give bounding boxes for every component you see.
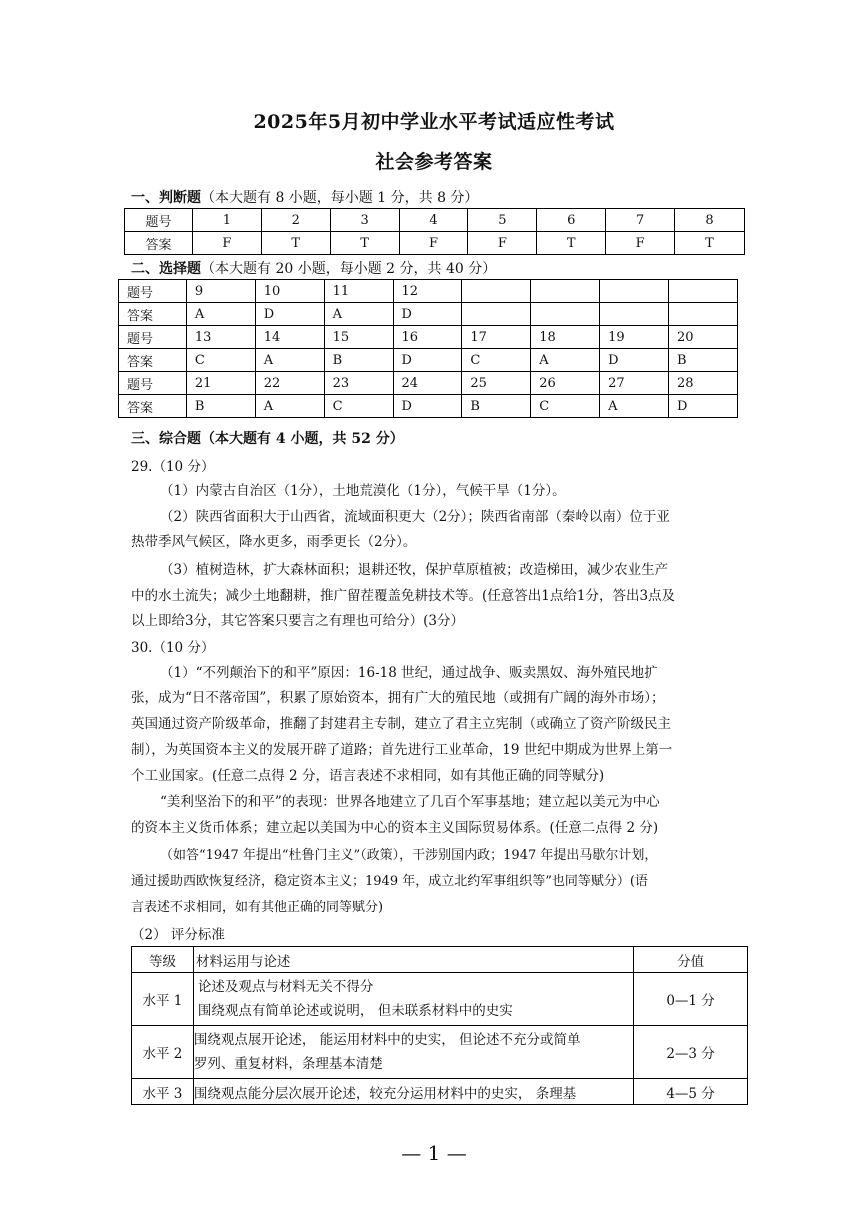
table-cell: D xyxy=(393,349,462,372)
table-cell: 21 xyxy=(186,372,255,395)
row-label: 题号 xyxy=(125,209,193,232)
q30-part1-line4: 制），为英国资本主义的发展开辟了道路；首先进行工业革命，19 世纪中期成为世界上第一 xyxy=(131,742,673,758)
table-cell: D xyxy=(255,303,324,326)
table-row xyxy=(132,1079,748,1105)
description-cell xyxy=(193,973,633,1026)
table-cell: C xyxy=(531,395,600,418)
row-label: 题号 xyxy=(119,280,187,303)
table-cell xyxy=(669,303,738,326)
table-cell: T xyxy=(537,232,606,255)
q30-part1-line3: 英国通过资产阶级革命，推翻了封建君主专制，建立了君主立宪制（或确立了资产阶级民主 xyxy=(131,716,671,732)
table-cell: 10 xyxy=(255,280,324,303)
table-cell: D xyxy=(393,395,462,418)
table-row xyxy=(132,1026,748,1079)
table-cell: D xyxy=(393,303,462,326)
q30-part3-line1: （如答“1947 年提出“杜鲁门主义”（政策），干涉别国内政；1947 年提出马歇尔计划， xyxy=(160,848,658,863)
q30-heading: 30.（10 分） xyxy=(131,640,215,656)
table-cell: 1 xyxy=(192,209,261,232)
table-cell: 19 xyxy=(600,326,669,349)
table-cell: T xyxy=(330,232,399,255)
level-cell: 水平 1 xyxy=(132,973,194,1026)
table-row xyxy=(132,973,748,1026)
table-cell xyxy=(669,280,738,303)
table-cell: 26 xyxy=(531,372,600,395)
table-cell: A xyxy=(255,395,324,418)
table-row xyxy=(119,280,738,303)
table-cell xyxy=(600,280,669,303)
table-cell: 5 xyxy=(468,209,537,232)
table-cell: B xyxy=(669,349,738,372)
table-cell: 18 xyxy=(531,326,600,349)
table-cell xyxy=(531,280,600,303)
table-row xyxy=(119,303,738,326)
table-cell: B xyxy=(462,395,531,418)
table-cell: F xyxy=(606,232,675,255)
level-cell: 水平 2 xyxy=(132,1026,194,1079)
table-cell: 7 xyxy=(606,209,675,232)
q29-part3-line2: 中的水土流失；减少土地翻耕，推广留茬覆盖免耕技术等。(任意答出1点给1分，答出3点及 xyxy=(131,588,676,604)
table-cell: T xyxy=(675,232,745,255)
table-cell: 20 xyxy=(669,326,738,349)
table-cell xyxy=(600,303,669,326)
table-cell: A xyxy=(186,303,255,326)
q29-part2-line2: 热带季风气候区，降水更多，雨季更长（2分）。 xyxy=(131,534,417,550)
table-cell: 22 xyxy=(255,372,324,395)
table-cell: 11 xyxy=(324,280,393,303)
table-row xyxy=(119,372,738,395)
table-cell: D xyxy=(669,395,738,418)
description-cell: 围绕观点能分层次展开论述，较充分运用材料中的史实， 条理基 xyxy=(193,1079,633,1105)
row-label: 答案 xyxy=(119,395,187,418)
table-row xyxy=(119,395,738,418)
table-cell: 13 xyxy=(186,326,255,349)
q29-heading: 29.（10 分） xyxy=(131,459,215,475)
table-cell: F xyxy=(468,232,537,255)
table-cell: 14 xyxy=(255,326,324,349)
section3-heading: 三、综合题（本大题有 4 小题，共 52 分） xyxy=(131,431,404,447)
table-row xyxy=(119,349,738,372)
table-cell: A xyxy=(600,395,669,418)
table-cell: 3 xyxy=(330,209,399,232)
table-cell: 25 xyxy=(462,372,531,395)
level-cell: 水平 3 xyxy=(132,1079,194,1105)
table-cell: 4 xyxy=(399,209,468,232)
table-cell: 28 xyxy=(669,372,738,395)
score-cell: 2—3 分 xyxy=(634,1026,748,1079)
score-cell: 0—1 分 xyxy=(634,973,748,1026)
table-cell: 27 xyxy=(600,372,669,395)
row-label: 答案 xyxy=(119,349,187,372)
q29-part3-line3: 以上即给3分，其它答案只要言之有理也可给分）(3分） xyxy=(131,613,464,629)
section2-note: （本大题有 20 小题，每小题 2 分，共 40 分） xyxy=(201,261,497,277)
table-cell: 24 xyxy=(393,372,462,395)
table-cell: 6 xyxy=(537,209,606,232)
table-cell xyxy=(531,303,600,326)
row-label: 题号 xyxy=(119,326,187,349)
table-cell: 9 xyxy=(186,280,255,303)
rubric-table xyxy=(131,946,748,1105)
description-line: 论述及观点与材料无关不得分 xyxy=(197,979,374,995)
table-cell: A xyxy=(531,349,600,372)
table-cell: C xyxy=(324,395,393,418)
section2-title: 二、选择题 xyxy=(131,261,201,277)
table-cell: 8 xyxy=(675,209,745,232)
table-row xyxy=(125,209,745,232)
section1-note: （本大题有 8 小题，每小题 1 分，共 8 分） xyxy=(201,190,479,206)
q30-part2-heading: （2） 评分标准 xyxy=(131,927,225,943)
table-cell: D xyxy=(600,349,669,372)
page-title: 2025年5月初中学业水平考试适应性考试 xyxy=(253,111,615,133)
q30-part2-line1: “美利坚治下的和平”的表现：世界各地建立了几百个军事基地；建立起以美元为中心 xyxy=(160,794,660,810)
row-label: 答案 xyxy=(119,303,187,326)
table-cell: 17 xyxy=(462,326,531,349)
table-cell: B xyxy=(324,349,393,372)
table-cell: 23 xyxy=(324,372,393,395)
table-cell xyxy=(462,303,531,326)
table-row xyxy=(119,326,738,349)
q30-part1-line1: （1）“不列颠治下的和平”原因：16-18 世纪，通过战争、贩卖黑奴、海外殖民地扩 xyxy=(160,665,658,681)
description-line: 围绕观点展开论述， 能运用材料中的史实， 但论述不充分或简单 xyxy=(193,1032,581,1048)
table-cell: C xyxy=(462,349,531,372)
column-header: 等级 xyxy=(132,947,194,973)
page-number: — 1 — xyxy=(401,1141,467,1165)
row-label: 题号 xyxy=(119,372,187,395)
table-cell: 2 xyxy=(261,209,330,232)
description-line: 罗列、重复材料，条理基本清楚 xyxy=(193,1056,383,1072)
description-line: 围绕观点有简单论述或说明， 但未联系材料中的史实 xyxy=(197,1003,513,1019)
choice-table xyxy=(118,279,738,418)
q29-part2-line1: （2）陕西省面积大于山西省，流域面积更大（2分）；陕西省南部（秦岭以南）位于亚 xyxy=(160,509,670,525)
q30-part3-line3: 言表述不求相同，如有其他正确的同等赋分) xyxy=(131,900,384,915)
q29-part3-line1: （3）植树造林，扩大森林面积；退耕还牧，保护草原植被；改造梯田，减少农业生产 xyxy=(160,562,669,578)
table-cell: B xyxy=(186,395,255,418)
table-cell: F xyxy=(399,232,468,255)
section1-title: 一、判断题 xyxy=(131,190,201,206)
table-row xyxy=(125,232,745,255)
q30-part1-line5: 个工业国家。(任意二点得 2 分，语言表述不求相同，如有其他正确的同等赋分) xyxy=(131,768,605,784)
page-subtitle: 社会参考答案 xyxy=(375,151,493,173)
row-label: 答案 xyxy=(125,232,193,255)
table-row xyxy=(132,947,748,973)
column-header: 材料运用与论述 xyxy=(193,947,633,973)
q30-part1-line2: 张，成为“日不落帝国”，积累了原始资本，拥有广大的殖民地（或拥有广阔的海外市场）； xyxy=(131,690,665,706)
column-header: 分值 xyxy=(634,947,748,973)
q30-part3-line2: 通过援助西欧恢复经济，稳定资本主义；1949 年，成立北约军事组织等”也同等赋分）(语 xyxy=(131,874,648,889)
table-cell: T xyxy=(261,232,330,255)
judgment-table xyxy=(124,208,745,255)
q29-part1: （1）内蒙古自治区（1分），土地荒漠化（1分），气候干旱（1分）。 xyxy=(160,483,566,499)
table-cell: F xyxy=(192,232,261,255)
table-cell: A xyxy=(255,349,324,372)
table-cell: 15 xyxy=(324,326,393,349)
table-cell xyxy=(462,280,531,303)
table-cell: A xyxy=(324,303,393,326)
table-cell: 12 xyxy=(393,280,462,303)
q30-part2-line2: 的资本主义货币体系；建立起以美国为中心的资本主义国际贸易体系。(任意二点得 2 分) xyxy=(131,820,659,836)
section2-heading xyxy=(131,258,496,278)
description-cell xyxy=(193,1026,633,1079)
section1-heading xyxy=(131,187,478,207)
table-cell: 16 xyxy=(393,326,462,349)
score-cell: 4—5 分 xyxy=(634,1079,748,1105)
table-cell: C xyxy=(186,349,255,372)
